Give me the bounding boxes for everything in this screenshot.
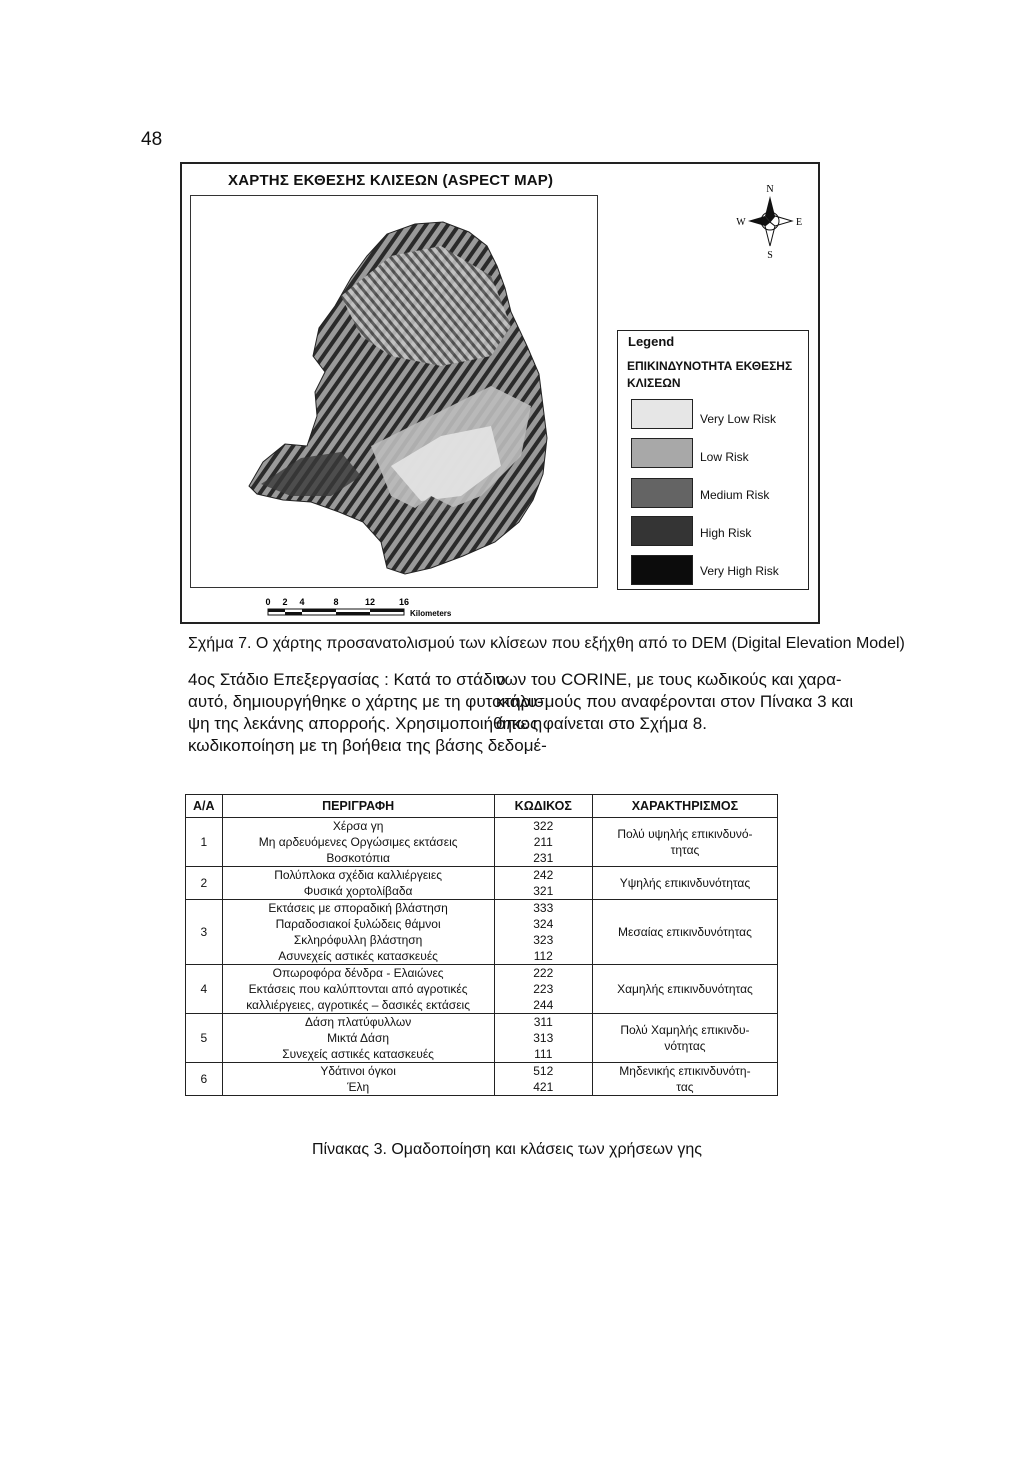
compass-s-label: S [767, 250, 773, 261]
row-descriptions [222, 965, 494, 1014]
code-item: 322 [533, 819, 554, 833]
body-right-line-1: νων του CORINE, με τους κωδικούς και χαρα- [496, 670, 842, 689]
scale-tick-0: 0 [265, 597, 271, 607]
code-item: 333 [533, 901, 554, 915]
description-item: Μη αρδευόμενες Οργώσιμες εκτάσεις [258, 835, 458, 849]
description-item: Εκτάσεις με σποραδική βλάστηση [268, 901, 448, 915]
character-line: Μεσαίας επικινδυνότητας [618, 925, 752, 939]
legend-label-low: Low Risk [700, 450, 749, 464]
body-left-line-3: ψη της λεκάνης απορροής. Χρησιμοποιήθηκε η [188, 714, 543, 733]
character-line: Υψηλής επικινδυνότητας [619, 876, 751, 890]
description-item: Παραδοσιακοί ξυλώδεις θάμνοι [275, 917, 441, 931]
legend-swatch-medium [631, 478, 693, 508]
code-item: 244 [533, 998, 554, 1012]
description-item: Εκτάσεις που καλύπτονται από αγροτικές [248, 982, 468, 996]
description-item: Σκληρόφυλλη βλάστηση [293, 933, 423, 947]
table-row [186, 1014, 778, 1063]
row-codes [494, 900, 592, 965]
code-item: 324 [533, 917, 554, 931]
table-row [186, 818, 778, 867]
scale-tick-8: 8 [333, 597, 339, 607]
scale-tick-12: 12 [364, 597, 376, 607]
header-description: ΠΕΡΙΓΡΑΦΗ [222, 795, 494, 818]
scale-unit: Kilometers [410, 609, 452, 618]
row-num: 3 [186, 900, 223, 965]
character-line: Μηδενικής επικινδυνότη- [619, 1064, 751, 1078]
map-panel [190, 195, 598, 588]
body-right-line-2: κτηρισμούς που αναφέρονται στον Πίνακα 3 και [496, 692, 854, 711]
code-item: 512 [533, 1064, 554, 1078]
body-left-line-1: 4ος Στάδιο Επεξεργασίας : Κατά το στάδιο [188, 670, 506, 689]
legend-swatch-high [631, 516, 693, 546]
legend-label-very-low: Very Low Risk [700, 412, 777, 426]
code-item: 223 [533, 982, 554, 996]
legend-label-high: High Risk [700, 526, 752, 540]
row-num: 5 [186, 1014, 223, 1063]
row-character [592, 867, 777, 900]
description-item: Δάση πλατύφυλλων [304, 1015, 412, 1029]
row-num: 4 [186, 965, 223, 1014]
compass-e-label: E [795, 217, 803, 228]
code-item: 421 [533, 1080, 554, 1094]
compass-w-label: W [736, 217, 746, 228]
table-row [186, 867, 778, 900]
scale-bar [266, 594, 556, 624]
description-item: Πολύπλοκα σχέδια καλλιέργειες [274, 868, 442, 882]
legend-label-medium: Medium Risk [700, 488, 770, 502]
character-line: Πολύ Χαμηλής επικινδυ- [620, 1023, 750, 1037]
figure-caption: Σχήμα 7. Ο χάρτης προσανατολισμού των κλίσεων που εξήχθη από το DEM (Digital Elevation Model) [188, 635, 905, 652]
code-item: 222 [533, 966, 554, 980]
row-codes [494, 1014, 592, 1063]
description-item: Οπωροφόρα δένδρα - Ελαιώνες [272, 966, 444, 980]
row-num: 1 [186, 818, 223, 867]
body-right-column [496, 669, 871, 735]
row-descriptions [222, 818, 494, 867]
row-num: 6 [186, 1063, 223, 1096]
map-title: ΧΑΡΤΗΣ ΕΚΘΕΣΗΣ ΚΛΙΣΕΩΝ (ASPECT MAP) [228, 172, 554, 189]
character-line: τητας [670, 843, 700, 857]
north-arrow-compass [735, 180, 805, 260]
legend-header-line1: ΕΠΙΚΙΝΔΥΝΟΤΗΤΑ ΕΚΘΕΣΗΣ [627, 359, 793, 373]
scale-tick-2: 2 [282, 597, 288, 607]
legend-title: Legend [628, 334, 675, 349]
row-character [592, 1063, 777, 1096]
body-right-line-3: όπως φαίνεται στο Σχήμα 8. [496, 714, 707, 733]
row-num: 2 [186, 867, 223, 900]
character-line: Χαμηλής επικινδυνότητας [617, 982, 753, 996]
legend-swatch-very-low [631, 399, 693, 429]
row-character [592, 818, 777, 867]
table-caption: Πίνακας 3. Ομαδοποίηση και κλάσεις των χρήσεων γης [312, 1141, 702, 1158]
character-line: τας [676, 1080, 694, 1094]
legend-swatch-very-high [631, 555, 693, 585]
character-line: Πολύ υψηλής επικινδυνό- [617, 827, 753, 841]
legend-label-very-high: Very High Risk [700, 564, 779, 578]
header-num: Α/Α [186, 795, 223, 818]
compass-n-label: N [766, 184, 774, 195]
description-item: Ασυνεχείς αστικές κατασκευές [278, 949, 438, 963]
code-item: 313 [533, 1031, 554, 1045]
row-character [592, 1014, 777, 1063]
row-codes [494, 1063, 592, 1096]
page-number: 48 [141, 129, 163, 150]
description-item: Χέρσα γη [332, 819, 384, 833]
description-item: Συνεχείς αστικές κατασκευές [282, 1047, 434, 1061]
code-item: 242 [533, 868, 554, 882]
row-codes [494, 965, 592, 1014]
code-item: 112 [533, 949, 553, 963]
scale-tick-16: 16 [398, 597, 410, 607]
description-item: καλλιέργειες, αγροτικές – δασικές εκτάσεις [246, 998, 471, 1012]
legend-swatch-low [631, 438, 693, 468]
row-character [592, 900, 777, 965]
body-left-line-4: κωδικοποίηση με τη βοήθεια της βάσης δεδομέ- [188, 736, 547, 755]
row-codes [494, 867, 592, 900]
table-row [186, 965, 778, 1014]
body-left-line-2: αυτό, δημιουργήθηκε ο χάρτης με τη φυτοκάλυ- [188, 692, 543, 711]
legend-header [627, 358, 809, 392]
header-code: ΚΩΔΙΚΟΣ [494, 795, 592, 818]
row-codes [494, 818, 592, 867]
scale-tick-4: 4 [299, 597, 305, 607]
character-line: νότητας [664, 1039, 706, 1053]
description-item: Φυσικά χορτολίβαδα [303, 884, 413, 898]
code-item: 323 [533, 933, 554, 947]
row-descriptions [222, 867, 494, 900]
code-item: 321 [533, 884, 554, 898]
code-item: 211 [533, 835, 553, 849]
header-character: ΧΑΡΑΚΤΗΡΙΣΜΟΣ [592, 795, 777, 818]
row-descriptions [222, 1014, 494, 1063]
table-header-row [186, 795, 778, 818]
code-item: 231 [533, 851, 554, 865]
code-item: 311 [533, 1015, 553, 1029]
code-item: 111 [534, 1047, 553, 1061]
row-character [592, 965, 777, 1014]
description-item: Μικτά Δάση [327, 1031, 390, 1045]
land-use-table [185, 794, 778, 1096]
table-row [186, 1063, 778, 1096]
watershed-map-image [191, 196, 597, 587]
description-item: Έλη [347, 1080, 370, 1094]
row-descriptions [222, 900, 494, 965]
table-row [186, 900, 778, 965]
description-item: Υδάτινοι όγκοι [320, 1064, 396, 1078]
description-item: Βοσκοτόπια [326, 851, 390, 865]
legend-header-line2: ΚΛΙΣΕΩΝ [627, 376, 681, 390]
row-descriptions [222, 1063, 494, 1096]
